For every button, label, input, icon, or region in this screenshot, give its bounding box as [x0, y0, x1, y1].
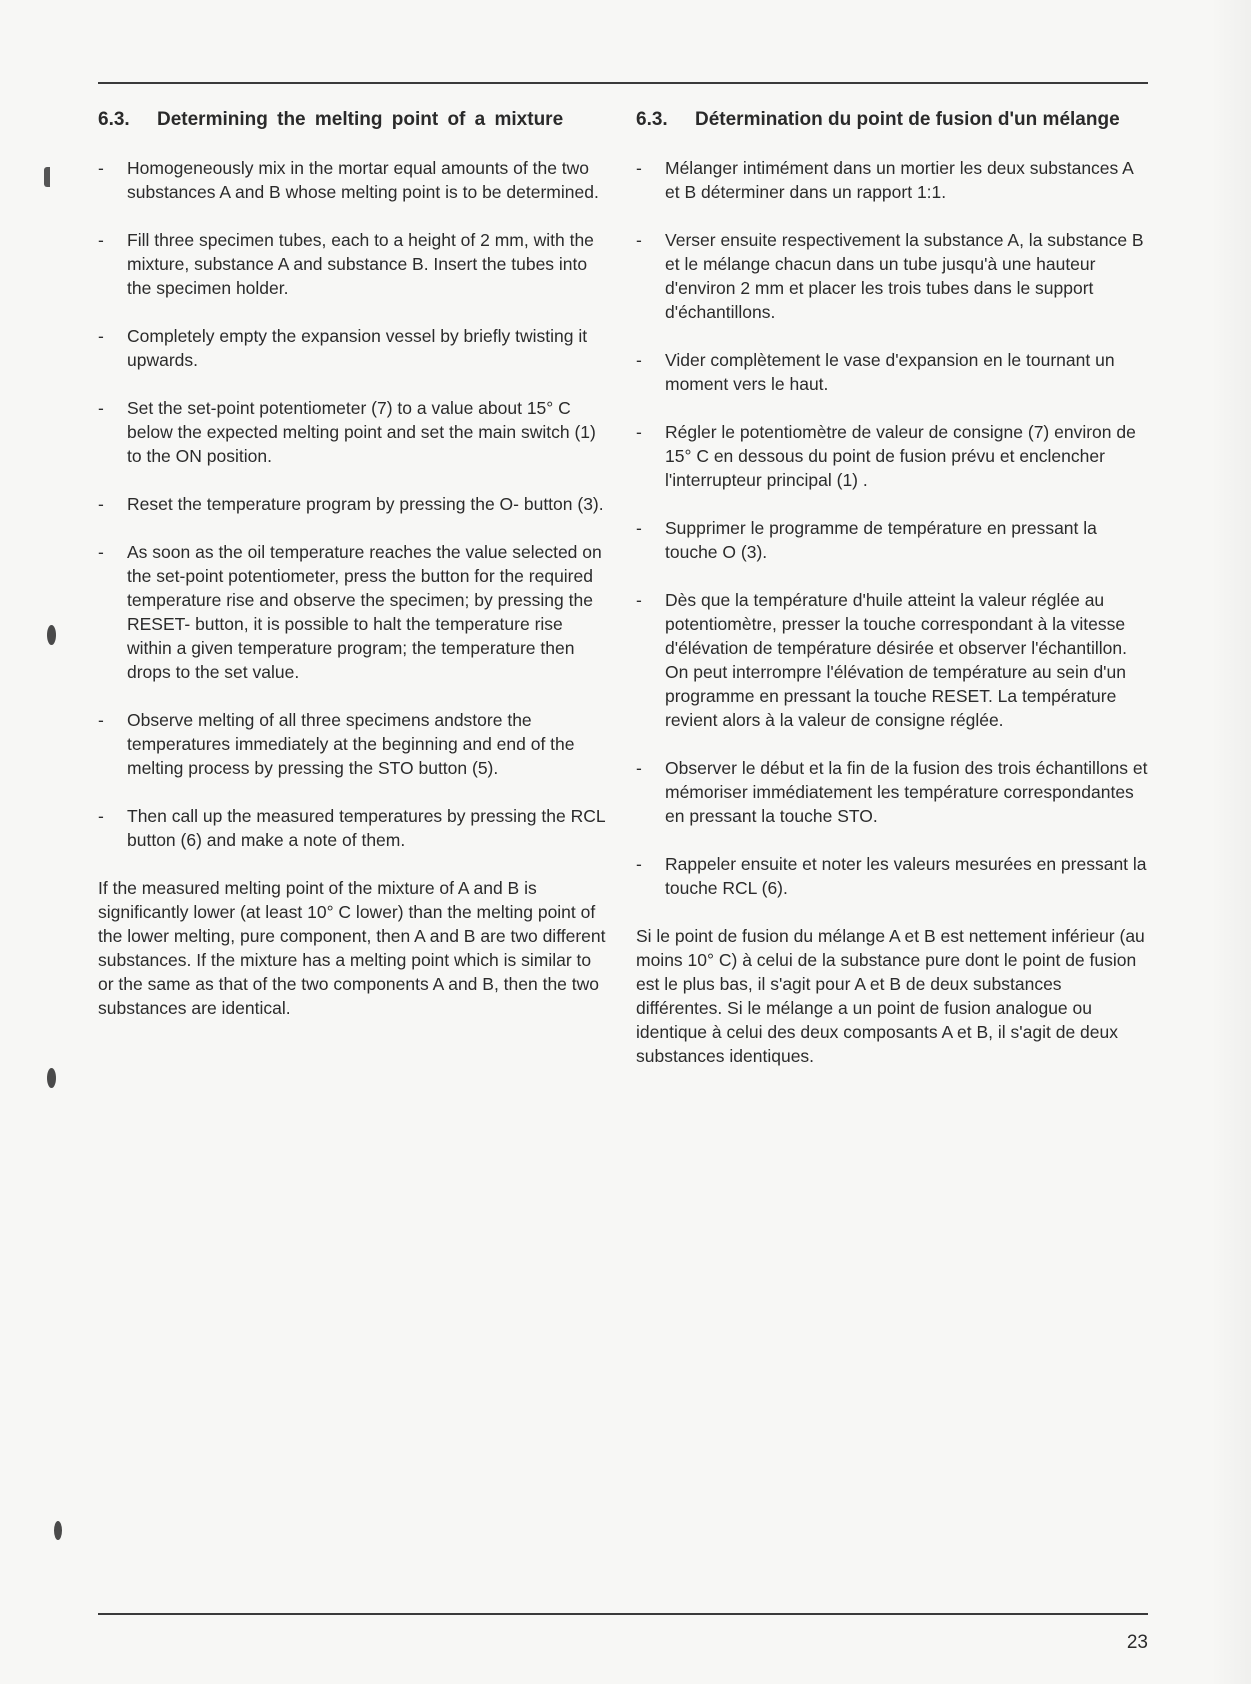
list-item-text: Observer le début et la fin de la fusion des trois échantillons et mémoriser immédiatement les température correspondantes en pressant la touche STO.	[665, 758, 1148, 826]
bullet-dash: -	[636, 854, 642, 874]
list-item-text: As soon as the oil temperature reaches the value selected on the set-point potentiometer, press the button for the required temperature rise and observe the specimen; by pressing the RESET- button, it is possible to halt the temperature rise within a given temperature program; the temperature then drops to the set value.	[127, 542, 602, 682]
bullet-dash: -	[98, 542, 104, 562]
list-item	[98, 708, 608, 780]
list-item-text: Rappeler ensuite et noter les valeurs mesurées en pressant la touche RCL (6).	[665, 854, 1147, 898]
list-item	[98, 492, 608, 516]
bullet-dash: -	[98, 326, 104, 346]
list-item	[98, 156, 608, 204]
margin-mark-1	[44, 167, 50, 187]
list-item	[98, 324, 608, 372]
list-item	[98, 228, 608, 300]
bullet-dash: -	[636, 158, 642, 178]
list-item-text: Mélanger intimément dans un mortier les deux substances A et B déterminer dans un rapport 1:1.	[665, 158, 1133, 202]
list-item	[636, 588, 1151, 732]
bullet-dash: -	[98, 806, 104, 826]
list-item	[636, 756, 1151, 828]
bullet-dash: -	[636, 518, 642, 538]
english-heading-number: 6.3.	[98, 109, 130, 130]
bullet-dash: -	[636, 758, 642, 778]
bullet-dash: -	[98, 710, 104, 730]
list-item-text: Régler le potentiomètre de valeur de consigne (7) environ de 15° C en dessous du point de fusion prévu et enclencher l'interrupteur principal (1) .	[665, 422, 1136, 490]
bullet-dash: -	[636, 230, 642, 250]
list-item	[98, 396, 608, 468]
bullet-dash: -	[98, 158, 104, 178]
english-steps-list	[98, 156, 608, 852]
list-item	[636, 228, 1151, 324]
list-item-text: Homogeneously mix in the mortar equal amounts of the two substances A and B whose melting point is to be determined.	[127, 158, 599, 202]
margin-mark-4	[54, 1521, 62, 1540]
bullet-dash: -	[98, 398, 104, 418]
list-item-text: Set the set-point potentiometer (7) to a value about 15° C below the expected melting point and set the main switch (1) to the ON position.	[127, 398, 596, 466]
french-conclusion: Si le point de fusion du mélange A et B est nettement inférieur (au moins 10° C) à celui de la substance pure dont le point de fusion est le plus bas, il s'agit pour A et B de deux substances différentes. Si le mélange a un point de fusion analogue ou identique à celui des deux composants A et B, il s'agit de deux substances identiques.	[636, 926, 1145, 1066]
binding-edge-shadow	[1211, 0, 1251, 1684]
list-item-text: Observe melting of all three specimens andstore the temperatures immediately at the beginning and end of the melting process by pressing the STO button (5).	[127, 710, 575, 778]
list-item	[98, 540, 608, 684]
page-number: 23	[1126, 1632, 1148, 1653]
list-item	[98, 804, 608, 852]
list-item-text: Reset the temperature program by pressing the O- button (3).	[127, 494, 604, 514]
english-heading-text: Determining the melting point of a mixture	[157, 109, 564, 130]
english-conclusion: If the measured melting point of the mixture of A and B is significantly lower (at least 10° C lower) than the melting point of the lower melting, pure component, then A and B are two different substances. If the mixture has a melting point which is similar to or the same as that of the two components A and B, then the two substances are identical.	[98, 878, 606, 1018]
list-item-text: Supprimer le programme de température en pressant la touche O (3).	[665, 518, 1097, 562]
list-item-text: Verser ensuite respectivement la substance A, la substance B et le mélange chacun dans un tube jusqu'à une hauteur d'environ 2 mm et placer les trois tubes dans le support d'échantillons.	[665, 230, 1144, 322]
list-item	[636, 516, 1151, 564]
list-item	[636, 420, 1151, 492]
french-steps-list	[636, 156, 1151, 900]
list-item-text: Then call up the measured temperatures by pressing the RCL button (6) and make a note of them.	[127, 806, 605, 850]
french-column	[636, 107, 1151, 1086]
bullet-dash: -	[98, 230, 104, 250]
list-item	[636, 156, 1151, 204]
bullet-dash: -	[98, 494, 104, 514]
list-item	[636, 852, 1151, 900]
margin-mark-2	[47, 625, 56, 645]
bottom-rule	[98, 1613, 1148, 1615]
bullet-dash: -	[636, 422, 642, 442]
french-heading-text: Détermination du point de fusion d'un mélange	[695, 109, 1120, 130]
english-section-heading	[98, 107, 608, 132]
list-item-text: Dès que la température d'huile atteint la valeur réglée au potentiomètre, presser la touche correspondant à la vitesse d'élévation de température désirée et observer l'échantillon. On peut interrompre l'élévation de température au sein d'un programme en pressant la touche RESET. La température revient alors à la valeur de consigne réglée.	[665, 590, 1127, 730]
top-rule	[98, 82, 1148, 84]
french-heading-number: 6.3.	[636, 109, 668, 130]
list-item	[636, 348, 1151, 396]
english-column	[98, 107, 608, 1038]
list-item-text: Fill three specimen tubes, each to a height of 2 mm, with the mixture, substance A and substance B. Insert the tubes into the specimen holder.	[127, 230, 594, 298]
bullet-dash: -	[636, 590, 642, 610]
bullet-dash: -	[636, 350, 642, 370]
list-item-text: Vider complètement le vase d'expansion en le tournant un moment vers le haut.	[665, 350, 1115, 394]
list-item-text: Completely empty the expansion vessel by briefly twisting it upwards.	[127, 326, 588, 370]
french-section-heading	[636, 107, 1151, 132]
margin-mark-3	[47, 1068, 56, 1088]
